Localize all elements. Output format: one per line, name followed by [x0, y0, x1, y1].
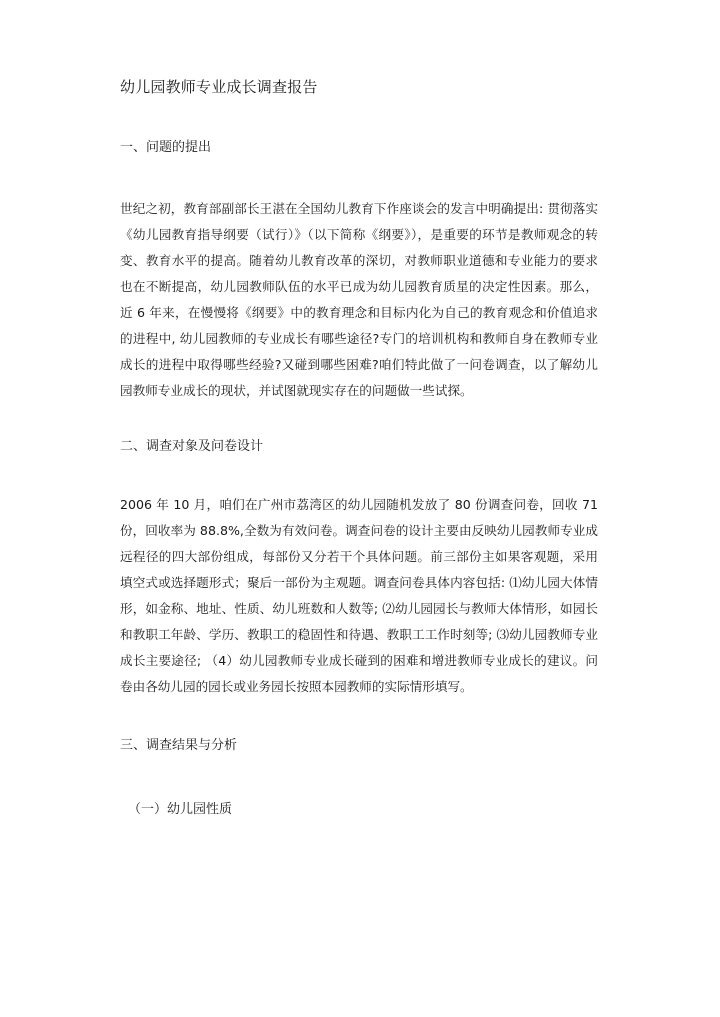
- section-paragraph-survey-design: 2006 年 10 月，咱们在广州市荔湾区的幼儿园随机发放了 80 份调查问卷，回收 71 份，回收率为 88.8%,全数为有效问卷。调查问卷的设计主要由反映幼儿园教师专业成远程径的四大部份组成，每部份又分若干个具体问题。前三部份主如果客观题，采用填空式或选择题形式；聚后一部份为主观题。调查问卷具体内容包括: ⑴幼儿园大体情形，如金称、地址、性质、幼儿班数和人数等; ⑵幼儿园园长与教师大体情形，如园长和教职工年龄、学历、教职工的稳固性和待遇、教职工工作时刻等; ⑶幼儿园教师专业成长主要途径; （4）幼儿园教师专业成长碰到的困难和增进教师专业成长的建议。问卷由各幼儿园的园长或业务园长按照本园教师的实际情形填写。: [120, 497, 598, 694]
- section-heading-results: 三、调查结果与分析: [120, 738, 238, 753]
- section-heading-survey-design: 二、调查对象及问卷设计: [120, 439, 264, 454]
- section-heading-problem: 一、问题的提出: [120, 140, 212, 155]
- subsection-heading-kindergarten-type: （一）幼儿园性质: [128, 802, 233, 817]
- section-paragraph-problem: 世纪之初，教育部副部长王湛在全国幼儿教育下作座谈会的发言中明确提出: 贯彻落实《幼儿园教育指导纲要（试行）》（以下简称《纲要》），是重要的环节是教师观念的转变、教育水平的提高。随着幼儿教育改革的深切，对教师职业道德和专业能力的要求也在不断提高，幼儿园教师队伍的水平已成为幼儿园教育质星的决定性因素。那么，近 6 年来，在慢慢将《纲要》中的教育理念和目标内化为自己的教育观念和价值追求的进程中, 幼儿园教师的专业成长有哪些途径?专门的培训机构和教师自身在教师专业成长的进程中取得哪些经验?又碰到哪些困难?咱们特此做了一问卷调查，以了解幼儿园教师专业成长的现状，并试图就现实存在的问题做一些试探。: [120, 201, 598, 398]
- document-title: 幼儿园教师专业成长调查报告: [120, 78, 318, 96]
